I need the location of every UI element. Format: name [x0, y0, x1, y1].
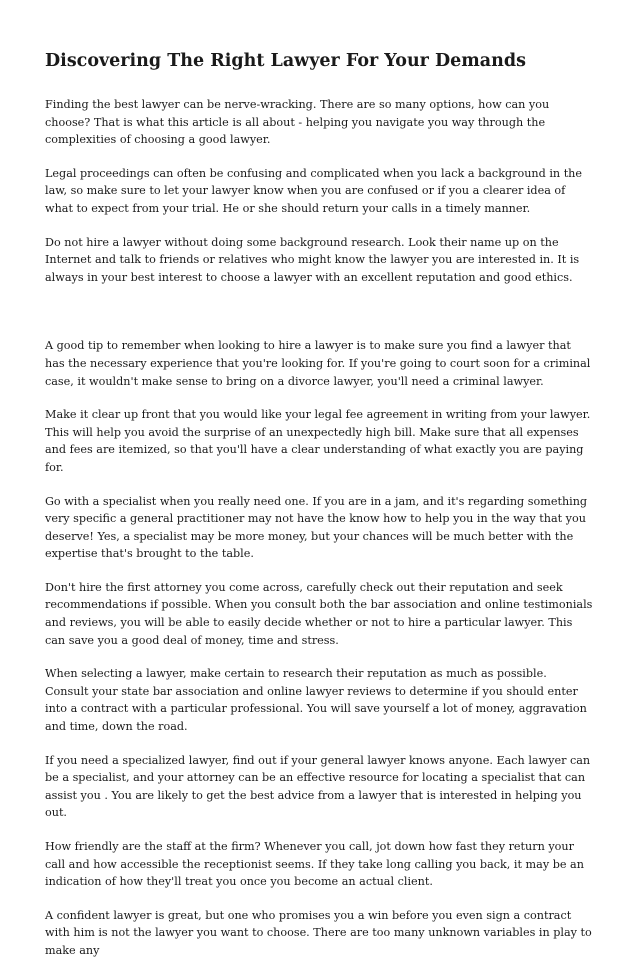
paragraph: Do not hire a lawyer without doing some background research. Look their name up on the Internet and talk to friends or relatives who might know the lawyer you are interested in. It is always in your best interest to choose a lawyer with an excellent reputation and good ethics. — [45, 235, 580, 284]
paragraph: A good tip to remember when looking to hire a lawyer is to make sure you find a lawyer that has the necessary experience that you're looking for. If you're going to court soon for a criminal case, it wouldn't make sense to bring on a divorce lawyer, you'll need a criminal lawyer. — [45, 339, 591, 388]
paragraph: Finding the best lawyer can be nerve-wracking. There are so many options, how can you choose? That is what this article is all about - helping you navigate you way through the complexities of choosing a good lawyer. — [45, 98, 550, 147]
paragraph: Don't hire the first attorney you come across, carefully check out their reputation and seek recommendations if possible. When you consult both the bar association and online testimonials and reviews, you will be able to easily decide whether or not to hire a particular lawyer. This can save you a good deal of money, time and stress. — [45, 580, 593, 647]
paragraph: A confident lawyer is great, but one who promises you a win before you even sign a contract with him is not the lawyer you want to choose. There are too many unknown variables in play to make any — [45, 908, 592, 957]
section-gap — [45, 302, 593, 337]
paragraph: If you need a specialized lawyer, find out if your general lawyer knows anyone. Each lawyer can be a specialist, and your attorney can be an effective resource for locating a specialist that can assist you . You are likely to get the best advice from a lawyer that is interested in helping you out. — [45, 753, 591, 820]
document-title: Discovering The Right Lawyer For Your Demands — [45, 51, 526, 71]
paragraph: Make it clear up front that you would like your legal fee agreement in writing from your lawyer. This will help you avoid the surprise of an unexpectedly high bill. Make sure that all expenses and fees are itemized, so that you'll have a clear understanding of what exactly you are paying for. — [45, 408, 591, 474]
paragraph: When selecting a lawyer, make certain to research their reputation as much as possible. Consult your state bar association and online lawyer reviews to determine if you should enter into a contract with a particular professional. You will save yourself a lot of money, aggravation and time, down the road. — [45, 667, 587, 734]
paragraph: Go with a specialist when you really need one. If you are in a jam, and it's regarding something very specific a general practitioner may not have the know how to help you in the way that you deserve! Yes, a specialist may be more money, but your chances will be much better with the expertise that's brought to the table. — [45, 494, 588, 561]
paragraph: How friendly are the staff at the firm? Whenever you call, jot down how fast they return your call and how accessible the receptionist seems. If they take long calling you back, it may be an indication of how they'll treat you once you become an actual client. — [45, 840, 584, 889]
paragraph: Legal proceedings can often be confusing and complicated when you lack a background in the law, so make sure to let your lawyer know when you are confused or if you a clearer idea of what to expect from your trial. He or she should return your calls in a timely manner. — [45, 166, 583, 215]
document-page — [45, 50, 593, 976]
